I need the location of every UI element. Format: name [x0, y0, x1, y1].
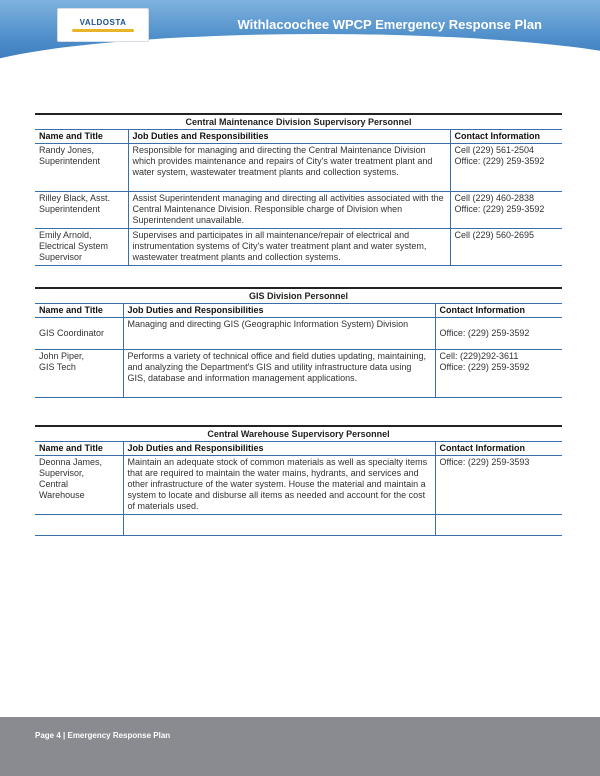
- section-title: Central Warehouse Supervisory Personnel: [35, 425, 562, 441]
- cell-contact: [435, 456, 562, 515]
- cell-duties: [128, 144, 450, 192]
- name-text: GIS Coordinator: [39, 327, 105, 338]
- cell-contact: [450, 229, 562, 266]
- column-header-duties: Job Duties and Responsibilities: [128, 130, 450, 144]
- name-text: Randy Jones, Superintendent: [39, 145, 101, 166]
- column-header-name: Name and Title: [35, 442, 123, 456]
- cell-name: [35, 144, 128, 192]
- contact-text: Cell: (229)292-3611 Office: (229) 259-3592: [439, 351, 530, 372]
- table-row: [35, 229, 562, 266]
- cell-duties: [123, 456, 435, 515]
- table-header-row: [35, 304, 562, 318]
- table-row: [35, 318, 562, 350]
- cell-contact: [435, 318, 562, 350]
- column-header-name: Name and Title: [35, 304, 123, 318]
- cell-contact: [435, 350, 562, 398]
- contact-text: Office: (229) 259-3592: [439, 327, 530, 338]
- column-header-contact: Contact Information: [450, 130, 562, 144]
- column-header-duties: Job Duties and Responsibilities: [123, 304, 435, 318]
- duties-text: Supervises and participates in all maintenance/repair of electrical and instrumentation systems of City's water treatment plant and water system, wastewater treatment plants and collection systems.: [132, 230, 427, 262]
- table-row: [35, 456, 562, 515]
- cell-contact: [450, 144, 562, 192]
- page-header: [0, 0, 600, 82]
- section-central-warehouse: [35, 425, 562, 536]
- cell-contact: [450, 192, 562, 229]
- name-text: Rilley Black, Asst. Superintendent: [39, 193, 111, 214]
- personnel-table: [35, 129, 562, 266]
- cell-name: [35, 318, 123, 350]
- column-header-duties: Job Duties and Responsibilities: [123, 442, 435, 456]
- contact-text: Office: (229) 259-3593: [439, 457, 530, 467]
- column-header-contact: Contact Information: [435, 304, 562, 318]
- cell-duties: [128, 229, 450, 266]
- duties-text: Responsible for managing and directing the Central Maintenance Division which provides maintenance and repairs of City's water treatment plant and water system, wastewater treatment plants and collection systems.: [132, 145, 433, 177]
- personnel-table: [35, 441, 562, 536]
- column-header-contact: Contact Information: [435, 442, 562, 456]
- section-gis-division: [35, 287, 562, 398]
- cell-name: [35, 456, 123, 515]
- contact-text: Cell (229) 561-2504 Office: (229) 259-3592: [454, 145, 545, 166]
- personnel-table: [35, 303, 562, 398]
- cell-name: [35, 229, 128, 266]
- table-row: [35, 144, 562, 192]
- name-text: John Piper, GIS Tech: [39, 351, 85, 372]
- table-row: [35, 192, 562, 229]
- cell-duties: [123, 318, 435, 350]
- table-row: [35, 515, 562, 536]
- logo-swoosh: [72, 29, 134, 32]
- logo-text: VALDOSTA: [79, 18, 127, 27]
- document-title: Withlacoochee WPCP Emergency Response Plan: [237, 17, 542, 32]
- contact-text: Cell (229) 560-2695: [454, 230, 535, 240]
- duties-text: Managing and directing GIS (Geographic Information System) Division: [127, 319, 409, 329]
- valdosta-logo: [57, 8, 149, 42]
- footer-page-label: Page 4 | Emergency Response Plan: [35, 731, 171, 740]
- section-title: Central Maintenance Division Supervisory Personnel: [35, 113, 562, 129]
- table-header-row: [35, 442, 562, 456]
- cell-duties: [128, 192, 450, 229]
- section-title: GIS Division Personnel: [35, 287, 562, 303]
- contact-text: Cell (229) 460-2838 Office: (229) 259-3592: [454, 193, 545, 214]
- name-text: Deonna James, Supervisor, Central Warehouse: [39, 457, 103, 500]
- duties-text: Maintain an adequate stock of common materials as well as specialty items that are required to maintain the water mains, hydrants, and services and other infrastructure of the water system. House the material and maintain a system to locate and disburse all items as needed and account for the cost of materials used.: [127, 457, 428, 511]
- cell-name: [35, 515, 123, 536]
- duties-text: Performs a variety of technical office and field duties updating, maintaining, and analyzing the Department's GIS and utility infrastructure data using GIS, database and information management applications.: [127, 351, 427, 383]
- cell-contact: [435, 515, 562, 536]
- page-footer: [0, 717, 600, 776]
- cell-duties: [123, 350, 435, 398]
- cell-name: [35, 350, 123, 398]
- table-row: [35, 350, 562, 398]
- cell-name: [35, 192, 128, 229]
- column-header-name: Name and Title: [35, 130, 128, 144]
- name-text: Emily Arnold, Electrical System Supervisor: [39, 230, 109, 262]
- table-header-row: [35, 130, 562, 144]
- duties-text: Assist Superintendent managing and directing all activities associated with the Central Maintenance Division. Responsible charge of Division when Superintendent unavailable.: [132, 193, 444, 225]
- cell-duties: [123, 515, 435, 536]
- section-central-maintenance: [35, 113, 562, 266]
